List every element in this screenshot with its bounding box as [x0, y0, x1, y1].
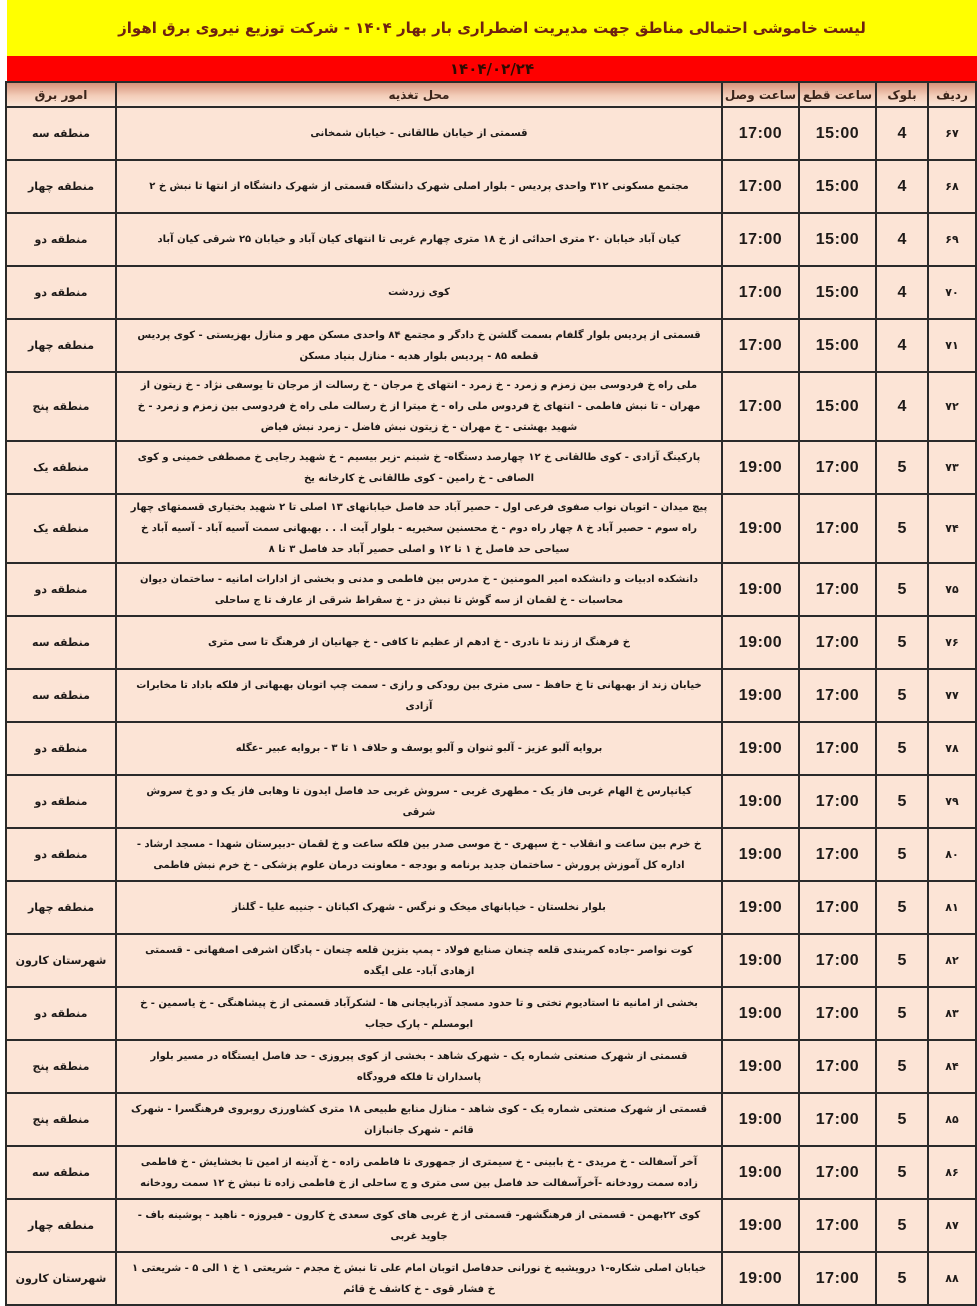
location-cell: دانشکده ادبیات و دانشکده امیر المومنین - خ مدرس بین فاطمی و مدنی و بخشی از ادارات امانیه - ساختمان دیوان محاسبات - خ لقمان از سه گوش تا نبش دز - خ سقراط شرقی از عارف تا ج ساحلی — [116, 563, 722, 616]
cut-time-cell: 17:00 — [799, 722, 876, 775]
row-number-cell: ۸۴ — [928, 1040, 976, 1093]
location-cell: بروایه آلبو عزیز - آلبو ثنوان و آلبو یوسف و حلاف ۱ تا ۳ - بروایه عبیر -عگله — [116, 722, 722, 775]
region-cell: منطقه پنج — [6, 1040, 116, 1093]
block-cell: 5 — [876, 722, 928, 775]
table-row — [6, 107, 976, 160]
block-cell: 5 — [876, 616, 928, 669]
location-cell: مجتمع مسکونی ۳۱۲ واحدی پردیس - بلوار اصلی شهرک دانشگاه قسمتی از شهرک دانشگاه از انتها تا نبش خ ۲ — [116, 160, 722, 213]
cut-time-cell: 15:00 — [799, 266, 876, 319]
column-header-reconnect-time: ساعت وصل — [722, 82, 799, 107]
cut-time-cell: 17:00 — [799, 1040, 876, 1093]
cut-time-cell: 17:00 — [799, 616, 876, 669]
table-row — [6, 1146, 976, 1199]
location-cell: خیابان زند از بهبهانی تا خ حافظ - سی متری بین رودکی و رازی - سمت چپ اتوبان بهبهانی از فلکه باداد تا مخابرات آزادی — [116, 669, 722, 722]
row-number-cell: ۸۰ — [928, 828, 976, 881]
location-cell: کوی زردشت — [116, 266, 722, 319]
row-number-cell: ۷۸ — [928, 722, 976, 775]
region-cell: منطقه سه — [6, 107, 116, 160]
table-row — [6, 213, 976, 266]
cut-time-cell: 17:00 — [799, 441, 876, 494]
block-cell: 4 — [876, 372, 928, 441]
table-row — [6, 987, 976, 1040]
table-row — [6, 1040, 976, 1093]
reconnect-time-cell: 19:00 — [722, 563, 799, 616]
reconnect-time-cell: 19:00 — [722, 987, 799, 1040]
table-row — [6, 722, 976, 775]
reconnect-time-cell: 19:00 — [722, 1040, 799, 1093]
reconnect-time-cell: 19:00 — [722, 934, 799, 987]
region-cell: منطقه دو — [6, 828, 116, 881]
reconnect-time-cell: 19:00 — [722, 1146, 799, 1199]
location-cell: پارکینگ آزادی - کوی طالقانی خ ۱۲ چهارصد دستگاه- خ شبنم -زیر بیسیم - خ شهید رجایی خ مصطفی خمینی و کوی الصافی - خ رامین - کوی طالقانی خ کارخانه یخ — [116, 441, 722, 494]
block-cell: 4 — [876, 160, 928, 213]
block-cell: 5 — [876, 881, 928, 934]
cut-time-cell: 17:00 — [799, 987, 876, 1040]
region-cell: منطقه چهار — [6, 1199, 116, 1252]
table-row — [6, 669, 976, 722]
region-cell: منطقه سه — [6, 669, 116, 722]
region-cell: منطقه یک — [6, 441, 116, 494]
table-body — [6, 107, 976, 1305]
location-cell: قسمتی از پردیس بلوار گلفام بسمت گلشن خ دادگر و مجتمع ۸۴ واحدی مسکن مهر و منازل بهزیستی - کوی پردیس قطعه ۸۵ - پردیس بلوار هدیه - منازل بنیاد مسکن — [116, 319, 722, 372]
block-cell: 5 — [876, 987, 928, 1040]
region-cell: منطقه سه — [6, 1146, 116, 1199]
region-cell: منطقه پنج — [6, 372, 116, 441]
block-cell: 4 — [876, 107, 928, 160]
table-row — [6, 616, 976, 669]
block-cell: 4 — [876, 213, 928, 266]
reconnect-time-cell: 19:00 — [722, 1093, 799, 1146]
reconnect-time-cell: 17:00 — [722, 372, 799, 441]
row-number-cell: ۷۲ — [928, 372, 976, 441]
region-cell: منطقه دو — [6, 213, 116, 266]
cut-time-cell: 15:00 — [799, 319, 876, 372]
reconnect-time-cell: 17:00 — [722, 107, 799, 160]
cut-time-cell: 17:00 — [799, 1199, 876, 1252]
region-cell: منطقه دو — [6, 775, 116, 828]
table-row — [6, 1093, 976, 1146]
region-cell: منطقه چهار — [6, 881, 116, 934]
column-header-region: امور برق — [6, 82, 116, 107]
reconnect-time-cell: 19:00 — [722, 494, 799, 563]
region-cell: شهرستان کارون — [6, 1252, 116, 1305]
location-cell: قسمتی از شهرک صنعتی شماره یک - شهرک شاهد - بخشی از کوی پیروزی - حد فاصل ایستگاه در مسیر بلوار پاسداران تا فلکه فرودگاه — [116, 1040, 722, 1093]
reconnect-time-cell: 17:00 — [722, 266, 799, 319]
row-number-cell: ۸۵ — [928, 1093, 976, 1146]
cut-time-cell: 15:00 — [799, 213, 876, 266]
reconnect-time-cell: 17:00 — [722, 160, 799, 213]
location-cell: خ خرم بین ساعت و انقلاب - خ سپهری - خ موسی صدر بین فلکه ساعت و خ لقمان -دبیرستان شهدا - مسجد ارشاد - اداره کل آموزش پرورش - ساختمان جدید برنامه و بودجه - معاونت درمان علوم پزشکی - خ خرم نبش فاطمی — [116, 828, 722, 881]
region-cell: منطقه پنج — [6, 1093, 116, 1146]
location-cell: بلوار نخلستان - خیابانهای میخک و نرگس - شهرک اکباتان - جنیبه علیا - گلناز — [116, 881, 722, 934]
reconnect-time-cell: 19:00 — [722, 669, 799, 722]
cut-time-cell: 17:00 — [799, 669, 876, 722]
region-cell: منطقه دو — [6, 563, 116, 616]
reconnect-time-cell: 17:00 — [722, 213, 799, 266]
cut-time-cell: 15:00 — [799, 372, 876, 441]
table-row — [6, 494, 976, 563]
table-row — [6, 934, 976, 987]
cut-time-cell: 17:00 — [799, 563, 876, 616]
cut-time-cell: 17:00 — [799, 1146, 876, 1199]
reconnect-time-cell: 19:00 — [722, 1199, 799, 1252]
table-row — [6, 160, 976, 213]
location-cell: بخشی از امانیه تا استادیوم تختی و تا حدود مسجد آذربایجانی ها - لشکرآباد قسمتی از خ پیشاهنگی - خ یاسمین - خ ابومسلم - پارک حجاب — [116, 987, 722, 1040]
table-header-row — [6, 82, 976, 107]
reconnect-time-cell: 19:00 — [722, 828, 799, 881]
column-header-block: بلوک — [876, 82, 928, 107]
location-cell: خیابان اصلی شکاره-۱ درویشیه خ نورانی حدفاصل اتوبان امام علی تا نبش خ مجدم - شریعتی ۱ خ ۱ الی ۵ - شریعتی ۱ خ فشار قوی - خ کاشف خ قائم — [116, 1252, 722, 1305]
table-row — [6, 319, 976, 372]
table-row — [6, 372, 976, 441]
region-cell: منطقه دو — [6, 722, 116, 775]
location-cell: پیچ میدان - اتوبان نواب صفوی فرعی اول - حصیر آباد حد فاصل خیابانهای ۱۳ اصلی تا ۲ شهید بختیاری قسمتهای چهار راه سوم - حصیر آباد خ ۸ چهار راه دوم - خ محسنین سخیریه - بلوار آیت ا. . . بهبهانی سمت آسیه آباد - آسیه آباد خ سیاحی حد فاصل خ ۱ تا ۱۲ و اصلی حصیر آباد حد فاصل ۳ تا ۸ — [116, 494, 722, 563]
report-title: لیست خاموشی احتمالی مناطق جهت مدیریت اضطراری بار بهار ۱۴۰۴ - شرکت توزیع نیروی برق اهواز — [118, 19, 866, 37]
location-cell: ملی راه خ فردوسی بین زمزم و زمرد - خ زمرد - انتهای خ مرجان - خ رسالت از مرجان تا یوسفی نژاد - خ زیتون از مهران - تا نبش فاطمی - انتهای خ فردوس ملی راه - خ میترا از خ رسالت ملی راه خ فردوسی بین زمزم و زمرد - خ شهید بهشتی - خ مهران - خ زیتون نبش فاضل - زمرد نبش فیاض — [116, 372, 722, 441]
location-cell: کوی ۲۲بهمن - قسمتی از فرهنگشهر- قسمتی از خ غربی های کوی سعدی خ کارون - فیروزه - ناهید - پوشینه باف - جاوید غربی — [116, 1199, 722, 1252]
row-number-cell: ۸۶ — [928, 1146, 976, 1199]
row-number-cell: ۷۳ — [928, 441, 976, 494]
block-cell: 5 — [876, 934, 928, 987]
row-number-cell: ۶۹ — [928, 213, 976, 266]
block-cell: 5 — [876, 441, 928, 494]
block-cell: 5 — [876, 1252, 928, 1305]
location-cell: آخر آسفالت - خ مریدی - خ بابینی - خ سیمتری از جمهوری تا فاطمی زاده - خ آدینه از امین تا بخشایش - خ فاطمی زاده سمت رودخانه -آخرآسفالت حد فاصل بین سی متری و ج ساحلی از خ فاطمی زاده تا نبش خ ۱۲ سمت رودخانه — [116, 1146, 722, 1199]
region-cell: شهرستان کارون — [6, 934, 116, 987]
row-number-cell: ۷۶ — [928, 616, 976, 669]
region-cell: منطقه یک — [6, 494, 116, 563]
column-header-location: محل تغذیه — [116, 82, 722, 107]
report-title-bar — [7, 0, 977, 56]
row-number-cell: ۸۳ — [928, 987, 976, 1040]
table-row — [6, 266, 976, 319]
block-cell: 5 — [876, 1199, 928, 1252]
table-row — [6, 1252, 976, 1305]
reconnect-time-cell: 17:00 — [722, 319, 799, 372]
cut-time-cell: 15:00 — [799, 160, 876, 213]
row-number-cell: ۶۷ — [928, 107, 976, 160]
cut-time-cell: 17:00 — [799, 828, 876, 881]
column-header-row-number: ردیف — [928, 82, 976, 107]
table-row — [6, 828, 976, 881]
table-row — [6, 881, 976, 934]
block-cell: 5 — [876, 1040, 928, 1093]
cut-time-cell: 17:00 — [799, 1093, 876, 1146]
row-number-cell: ۷۴ — [928, 494, 976, 563]
row-number-cell: ۸۱ — [928, 881, 976, 934]
outage-table — [5, 81, 977, 1306]
location-cell: کیانپارس خ الهام غربی فاز یک - مطهری غربی - سروش غربی حد فاصل ایدون تا وهابی فاز یک و دو خ سروش شرقی — [116, 775, 722, 828]
table-row — [6, 775, 976, 828]
block-cell: 5 — [876, 494, 928, 563]
block-cell: 5 — [876, 828, 928, 881]
cut-time-cell: 17:00 — [799, 775, 876, 828]
location-cell: خ فرهنگ از زند تا نادری - خ ادهم از عظیم تا کافی - خ جهانیان از فرهنگ تا سی متری — [116, 616, 722, 669]
table-row — [6, 441, 976, 494]
location-cell: قسمتی از خیابان طالقانی - خیابان شمخانی — [116, 107, 722, 160]
block-cell: 5 — [876, 1146, 928, 1199]
region-cell: منطقه چهار — [6, 319, 116, 372]
region-cell: منطقه چهار — [6, 160, 116, 213]
block-cell: 5 — [876, 669, 928, 722]
location-cell: کیان آباد خیابان ۲۰ متری احدائی از خ ۱۸ متری چهارم غربی تا انتهای کیان آباد و خیابان ۲۵ شرقی کیان آباد — [116, 213, 722, 266]
cut-time-cell: 17:00 — [799, 881, 876, 934]
table-row — [6, 563, 976, 616]
location-cell: قسمتی از شهرک صنعتی شماره یک - کوی شاهد - منازل منابع طبیعی ۱۸ متری کشاورزی روبروی فرهنگسرا - شهرک قائم - شهرک جانبازان — [116, 1093, 722, 1146]
outage-schedule-sheet — [7, 0, 977, 1306]
row-number-cell: ۸۷ — [928, 1199, 976, 1252]
table-row — [6, 1199, 976, 1252]
row-number-cell: ۶۸ — [928, 160, 976, 213]
location-cell: کوت نواصر -جاده کمربندی قلعه چنعان صنایع فولاد - پمپ بنزین قلعه چنعان - پادگان اشرفی اصفهانی - قسمتی ازهادی آباد- علی ایگده — [116, 934, 722, 987]
region-cell: منطقه دو — [6, 987, 116, 1040]
cut-time-cell: 17:00 — [799, 934, 876, 987]
row-number-cell: ۷۷ — [928, 669, 976, 722]
block-cell: 4 — [876, 266, 928, 319]
region-cell: منطقه سه — [6, 616, 116, 669]
reconnect-time-cell: 19:00 — [722, 616, 799, 669]
date-bar — [7, 56, 977, 81]
block-cell: 5 — [876, 563, 928, 616]
reconnect-time-cell: 19:00 — [722, 775, 799, 828]
block-cell: 5 — [876, 1093, 928, 1146]
reconnect-time-cell: 19:00 — [722, 1252, 799, 1305]
block-cell: 4 — [876, 319, 928, 372]
cut-time-cell: 15:00 — [799, 107, 876, 160]
row-number-cell: ۸۸ — [928, 1252, 976, 1305]
row-number-cell: ۷۱ — [928, 319, 976, 372]
block-cell: 5 — [876, 775, 928, 828]
row-number-cell: ۷۹ — [928, 775, 976, 828]
row-number-cell: ۷۰ — [928, 266, 976, 319]
column-header-cut-time: ساعت قطع — [799, 82, 876, 107]
cut-time-cell: 17:00 — [799, 494, 876, 563]
cut-time-cell: 17:00 — [799, 1252, 876, 1305]
region-cell: منطقه دو — [6, 266, 116, 319]
reconnect-time-cell: 19:00 — [722, 441, 799, 494]
report-date: ۱۴۰۴/۰۲/۲۴ — [449, 59, 535, 78]
row-number-cell: ۷۵ — [928, 563, 976, 616]
reconnect-time-cell: 19:00 — [722, 881, 799, 934]
row-number-cell: ۸۲ — [928, 934, 976, 987]
reconnect-time-cell: 19:00 — [722, 722, 799, 775]
